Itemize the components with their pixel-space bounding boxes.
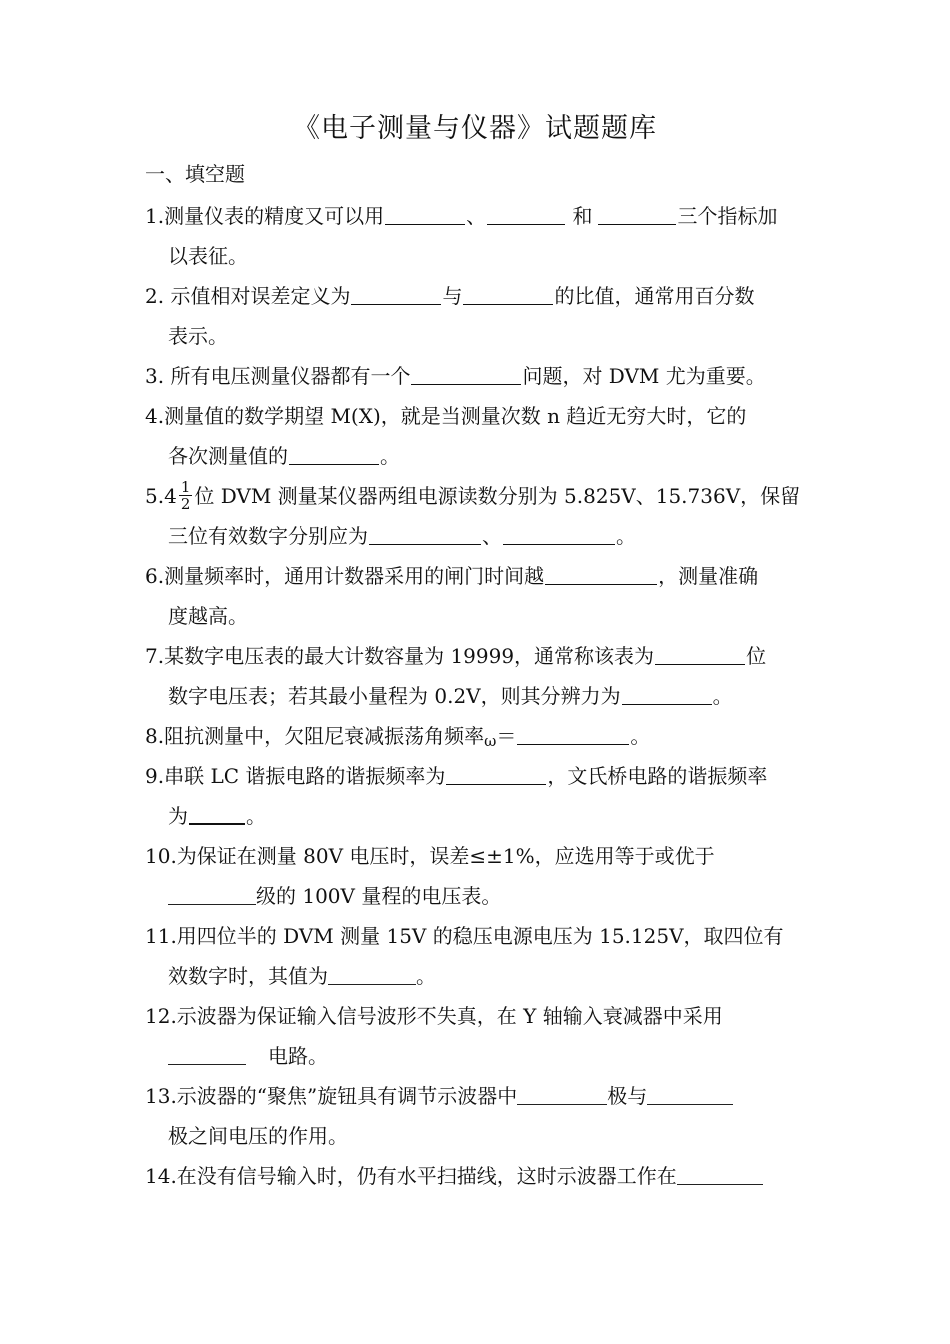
question-14-line-1: [145, 1156, 810, 1196]
question-7-text: 数字电压表；若其最小量程为 0.2V，则其分辨力为: [168, 684, 621, 708]
question-11-text: 效数字时，其值为: [168, 964, 328, 988]
question-2: [145, 276, 810, 356]
question-7-text: 7.某数字电压表的最大计数容量为 19999，通常称该表为: [145, 644, 655, 668]
answer-blank[interactable]: [598, 202, 676, 225]
question-10: [145, 836, 810, 916]
answer-blank[interactable]: [463, 282, 553, 305]
question-5: [145, 476, 810, 556]
question-9-text: ，文氏桥电路的谐振频率: [547, 764, 768, 788]
question-9-text: 。: [246, 804, 266, 828]
page-title: 《电子测量与仪器》试题题库: [293, 113, 657, 144]
question-3-line-1: [145, 356, 810, 396]
question-1-text: 三个指标加: [677, 204, 778, 228]
question-1-text: 、: [466, 204, 487, 228]
question-12-text: 12.示波器为保证输入信号波形不失真，在 Y 轴输入衰减器中采用: [145, 1004, 723, 1028]
question-11-line-1: [145, 916, 810, 956]
question-8-text: 8.阻抗测量中，欠阻尼衰减振荡角频率: [145, 724, 485, 748]
answer-blank[interactable]: [655, 642, 745, 665]
question-6-text: 度越高。: [168, 604, 248, 628]
question-2-line-1: [145, 276, 810, 316]
question-13-text: 极之间电压的作用。: [168, 1124, 348, 1148]
question-11: [145, 916, 810, 996]
question-7-line-1: [145, 636, 810, 676]
fraction-one-half: [179, 479, 193, 512]
question-9-text: 为: [168, 804, 188, 828]
question-2-text: 与: [442, 284, 463, 308]
question-3-text: 3. 所有电压测量仪器都有一个: [145, 364, 411, 388]
question-10-line-1: [145, 836, 810, 876]
answer-blank[interactable]: [385, 202, 465, 225]
answer-blank[interactable]: [328, 962, 416, 985]
section-heading: 一、填空题: [145, 162, 245, 186]
question-4-line-1: [145, 396, 810, 436]
question-11-text: 。: [416, 964, 436, 988]
question-1-text: 1.测量仪表的精度又可以用: [145, 204, 385, 228]
answer-blank[interactable]: [517, 1082, 607, 1105]
question-4-line-2: [145, 436, 810, 476]
question-1-text: 和: [566, 204, 593, 228]
question-7-line-2: [145, 676, 810, 716]
question-3-text: 问题，对 DVM 尤为重要。: [522, 364, 766, 388]
question-6-text: ，测量准确: [658, 564, 759, 588]
fraction-numerator: 1: [180, 478, 191, 496]
question-11-text: 11.用四位半的 DVM 测量 15V 的稳压电源电压为 15.125V，取四位有: [145, 924, 784, 948]
question-8: [145, 716, 810, 756]
question-3: [145, 356, 810, 396]
question-1-text: 以表征。: [168, 244, 248, 268]
question-6-text: 6.测量频率时，通用计数器采用的闸门时间越: [145, 564, 545, 588]
question-4-text: 。: [380, 444, 400, 468]
question-4: [145, 396, 810, 476]
question-12-line-2: [145, 1036, 810, 1076]
question-4-text: 各次测量值的: [168, 444, 288, 468]
question-10-line-2: [145, 876, 810, 916]
question-6-line-2: [145, 596, 810, 636]
question-6: [145, 556, 810, 636]
question-7: [145, 636, 810, 716]
answer-blank[interactable]: [168, 1042, 246, 1065]
question-13-text: 13.示波器的“聚焦”旋钮具有调节示波器中: [145, 1084, 518, 1108]
question-5-text: 。: [616, 524, 636, 548]
question-5-text: 位 DVM 测量某仪器两组电源读数分别为 5.825V、15.736V，保留: [194, 484, 801, 508]
question-5-text: 三位有效数字分别应为: [168, 524, 368, 548]
answer-blank[interactable]: [503, 522, 615, 545]
question-5-line-2: [145, 516, 810, 556]
answer-blank[interactable]: [622, 682, 712, 705]
answer-blank[interactable]: [677, 1162, 763, 1185]
question-5-text: 、: [482, 524, 502, 548]
question-12-text: 电路。: [268, 1044, 328, 1068]
answer-blank[interactable]: [168, 882, 256, 905]
question-7-text: 位: [746, 644, 767, 668]
question-13-line-1: [145, 1076, 810, 1116]
question-5-line-1: [145, 476, 810, 516]
question-8-text: ＝: [496, 724, 517, 748]
question-9-text: 9.串联 LC 谐振电路的谐振频率为: [145, 764, 446, 788]
question-2-line-2: [145, 316, 810, 356]
question-10-text: 10.为保证在测量 80V 电压时，误差≤±1%，应选用等于或优于: [145, 844, 715, 868]
question-14-text: 14.在没有信号输入时，仍有水平扫描线，这时示波器工作在: [145, 1164, 677, 1188]
question-13-line-2: [145, 1116, 810, 1156]
omega-symbol: ω: [484, 732, 497, 750]
answer-blank[interactable]: [289, 442, 379, 465]
question-2-text: 表示。: [168, 324, 228, 348]
question-11-line-2: [145, 956, 810, 996]
answer-blank[interactable]: [487, 202, 565, 225]
question-12-line-1: [145, 996, 810, 1036]
answer-blank[interactable]: [351, 282, 441, 305]
question-13-text: 极与: [607, 1084, 648, 1108]
question-9-line-1: [145, 756, 810, 796]
question-9-line-2: [145, 796, 810, 836]
question-2-text: 2. 示值相对误差定义为: [145, 284, 351, 308]
fraction-denominator: 2: [180, 495, 191, 513]
question-1: [145, 196, 810, 276]
question-12: [145, 996, 810, 1076]
question-6-line-1: [145, 556, 810, 596]
question-14: [145, 1156, 810, 1196]
question-9: [145, 756, 810, 836]
question-2-text: 的比值，通常用百分数: [554, 284, 755, 308]
question-10-text: 级的 100V 量程的电压表。: [256, 884, 502, 908]
question-7-text: 。: [712, 684, 733, 708]
question-1-line-2: [145, 236, 810, 276]
answer-blank[interactable]: [369, 522, 481, 545]
answer-blank[interactable]: [189, 801, 245, 825]
question-13: [145, 1076, 810, 1156]
question-8-text: 。: [630, 724, 651, 748]
question-5-text: 5.4: [145, 484, 177, 508]
answer-blank[interactable]: [446, 762, 546, 785]
question-4-text: 4.测量值的数学期望 M(X)，就是当测量次数 n 趋近无穷大时，它的: [145, 404, 747, 428]
answer-blank[interactable]: [647, 1082, 733, 1105]
answer-blank[interactable]: [545, 562, 657, 585]
answer-blank[interactable]: [517, 722, 629, 745]
question-1-line-1: [145, 196, 810, 236]
question-8-line-1: [145, 716, 810, 756]
answer-blank[interactable]: [411, 362, 521, 385]
